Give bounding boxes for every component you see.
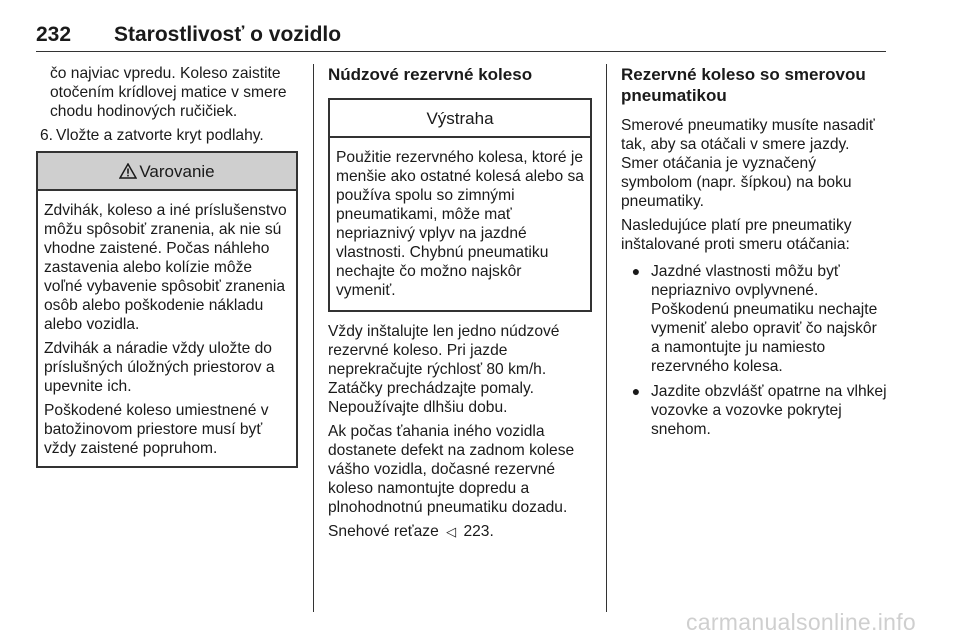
warning-body <box>38 191 296 466</box>
body-paragraph: Vždy inštalujte len jedno núdzové rezervné koleso. Pri jazde neprekračujte rýchlosť 80 km/h. Zatáčky prechádzajte pomaly. Nepoužívajte dlhšiu dobu. <box>328 323 560 416</box>
caution-text: Použitie rezervného kolesa, ktoré je menšie ako ostatné kolesá alebo sa používa spolu so zimnými pneumatikami, môže mať nepriaznivý vplyv na jazdné vlastnosti. Chybnú pneumatiku nechajte čo možno najskôr vymeniť. <box>336 149 584 299</box>
caution-box <box>328 98 592 312</box>
bullet-icon: ● <box>631 263 641 279</box>
reference-page: 223. <box>463 523 494 540</box>
warning-paragraph: Zdvihák, koleso a iné príslušenstvo môžu spôsobiť zranenia, ak nie sú vhodne zaistené. Počas náhleho zastavenia alebo kolízie môže voľné vybavenie spôsobiť zranenia osôb alebo poškodenie nákladu alebo vozidla. <box>44 202 287 333</box>
list-item <box>621 262 887 376</box>
body-paragraph: Smerové pneumatiky musíte nasadiť tak, aby sa otáčali v smere jazdy. Smer otáčania je vyznačený symbolom (napr. šípkou) na boku pneumatiky. <box>621 117 875 210</box>
section-heading: Núdzové rezervné koleso <box>328 65 533 84</box>
step-number: 6. <box>40 127 54 144</box>
bullet-icon: ● <box>631 383 641 399</box>
column-right <box>621 64 887 445</box>
warning-paragraph: Zdvihák a náradie vždy uložte do príslušných úložných priestorov a upevnite ich. <box>44 340 275 395</box>
watermark: carmanualsonline.info <box>685 609 916 635</box>
page-reference-arrow-icon: ◁ <box>446 524 457 539</box>
list-item-text: Jazdite obzvlášť opatrne na vlhkej vozovke a vozovke pokrytej snehom. <box>651 383 887 438</box>
warning-triangle-icon <box>119 163 137 179</box>
warning-header <box>38 153 296 191</box>
list-item-text: Jazdné vlastnosti môžu byť nepriaznivo ovplyvnené. Poškodenú pneumatiku nechajte vymeniť alebo opraviť čo najskôr a namontujte ju namiesto rezervného kolesa. <box>651 263 878 375</box>
body-paragraph: Nasledujúce platí pre pneumatiky inštalované proti smeru otáčania: <box>621 217 852 253</box>
section-heading: Rezervné koleso so smerovou pneumatikou <box>621 65 866 105</box>
caution-header <box>330 100 590 138</box>
continuation-text: čo najviac vpredu. Koleso zaistite otočením krídlovej matice v smere chodu hodinových ručičiek. <box>50 65 287 120</box>
page-number: 232 <box>36 23 72 46</box>
column-left <box>36 64 298 468</box>
body-paragraph: Ak počas ťahania iného vozidla dostanete defekt na zadnom kolese vášho vozidla, dočasné rezervné koleso namontujte dopredu a plnohodnotnú pneumatiku dozadu. <box>328 423 575 516</box>
column-divider <box>606 64 607 612</box>
warning-paragraph: Poškodené koleso umiestnené v batožinovom priestore musí byť vždy zaistené popruhom. <box>44 402 269 457</box>
caution-title: Výstraha <box>426 108 494 128</box>
warning-title: Varovanie <box>139 161 215 181</box>
column-middle <box>328 64 592 546</box>
chapter-title: Starostlivosť o vozidlo <box>114 23 342 46</box>
reference-text: Snehové reťaze <box>328 523 439 540</box>
step-text: Vložte a zatvorte kryt podlahy. <box>56 127 264 144</box>
column-divider <box>313 64 314 612</box>
step-6 <box>36 126 298 145</box>
page-header <box>36 22 886 52</box>
caution-body <box>330 138 590 310</box>
warning-box <box>36 151 298 468</box>
snow-chains-reference[interactable] <box>328 522 592 541</box>
list-item <box>621 382 887 439</box>
